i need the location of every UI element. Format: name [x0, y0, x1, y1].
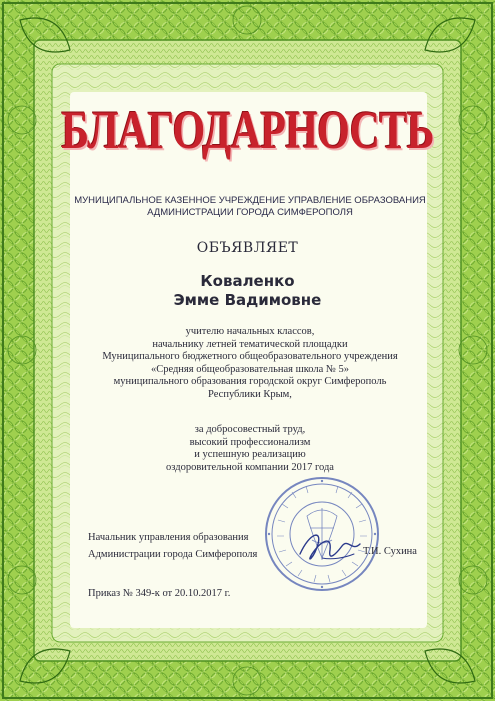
order-reference: Приказ № 349-к от 20.10.2017 г. — [88, 588, 231, 599]
organization-heading — [40, 195, 460, 219]
details-line: Республики Крым, — [208, 388, 292, 400]
recipient-name — [0, 272, 495, 310]
reason-line: оздоровительной компании 2017 года — [166, 461, 334, 473]
organization-line-1: МУНИЦИПАЛЬНОЕ КАЗЕННОЕ УЧРЕЖДЕНИЕ УПРАВЛЕНИЕ ОБРАЗОВАНИЯ — [74, 195, 426, 206]
details-line: начальнику летней тематической площадки — [152, 338, 348, 350]
reason-line: и успешную реализацию — [194, 449, 306, 460]
recipient-details — [60, 326, 440, 401]
award-reason — [60, 424, 440, 474]
certificate-title: БЛАГОДАРНОСТЬ — [61, 100, 434, 160]
signatory-position-line-1: Начальник управления образования — [88, 532, 249, 543]
signatory-position — [88, 529, 257, 563]
recipient-surname: Коваленко — [200, 272, 295, 290]
organization-line-2: АДМИНИСТРАЦИИ ГОРОДА СИМФЕРОПОЛЯ — [147, 207, 353, 218]
details-line: «Средняя общеобразовательная школа № 5» — [150, 363, 350, 375]
details-line: учителю начальных классов, — [185, 326, 315, 337]
handwritten-signature — [292, 524, 372, 570]
announces-label: ОБЪЯВЛЯЕТ — [196, 240, 299, 256]
signatory-name: Т.И. Сухина — [363, 546, 417, 557]
details-line: Муниципального бюджетного общеобразовательного учреждения — [102, 351, 398, 362]
reason-line: высокий профессионализм — [189, 436, 311, 448]
signatory-position-line-2: Администрации города Симферополя — [88, 549, 258, 560]
recipient-given-name: Эмме Вадимовне — [173, 291, 322, 309]
reason-line: за добросовестный труд, — [194, 424, 306, 435]
details-line: муниципального образования городской округ Симферополь — [113, 376, 387, 387]
